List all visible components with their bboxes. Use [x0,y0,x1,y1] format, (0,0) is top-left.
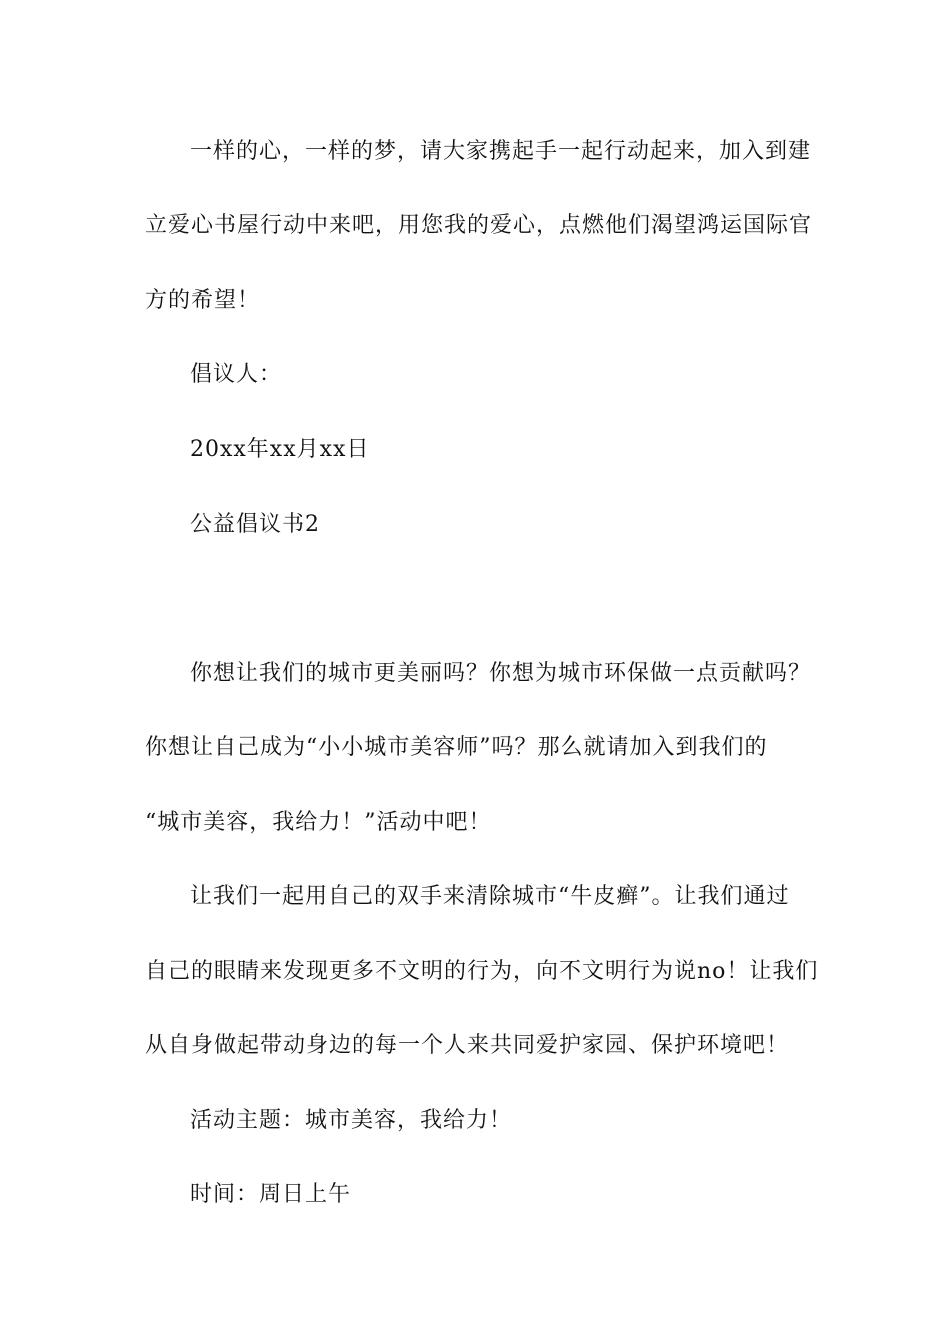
paragraph-line: “城市美容，我给力！”活动中吧！ [145,810,492,835]
activity-theme: 活动主题：城市美容，我给力！ [190,1108,513,1133]
paragraph-line: 让我们一起用自己的双手来清除城市“牛皮癣”。让我们通过 [190,884,790,909]
paragraph-line: 你想让自己成为“小小城市美容师”吗？那么就请加入到我们的 [145,735,768,760]
paragraph-line: 立爱心书屋行动中来吧，用您我的爱心，点燃他们渴望鸿运国际官 [145,213,813,238]
date-line: 20xx年xx月xx日 [190,437,370,462]
paragraph-line: 自己的眼睛来发现更多不文明的行为，向不文明行为说no！让我们 [145,959,819,984]
paragraph-line: 你想让我们的城市更美丽吗？你想为城市环保做一点贡献吗？ [190,661,812,686]
activity-time: 时间：周日上午 [190,1182,352,1207]
paragraph-line: 从自身做起带动身边的每一个人来共同爱护家园、保护环境吧！ [145,1033,790,1058]
section-title: 公益倡议书2 [190,512,320,537]
paragraph-line: 方的希望！ [145,288,261,313]
signature-label: 倡议人： [190,362,283,387]
paragraph-line: 一样的心，一样的梦，请大家携起手一起行动起来，加入到建 [190,139,812,164]
